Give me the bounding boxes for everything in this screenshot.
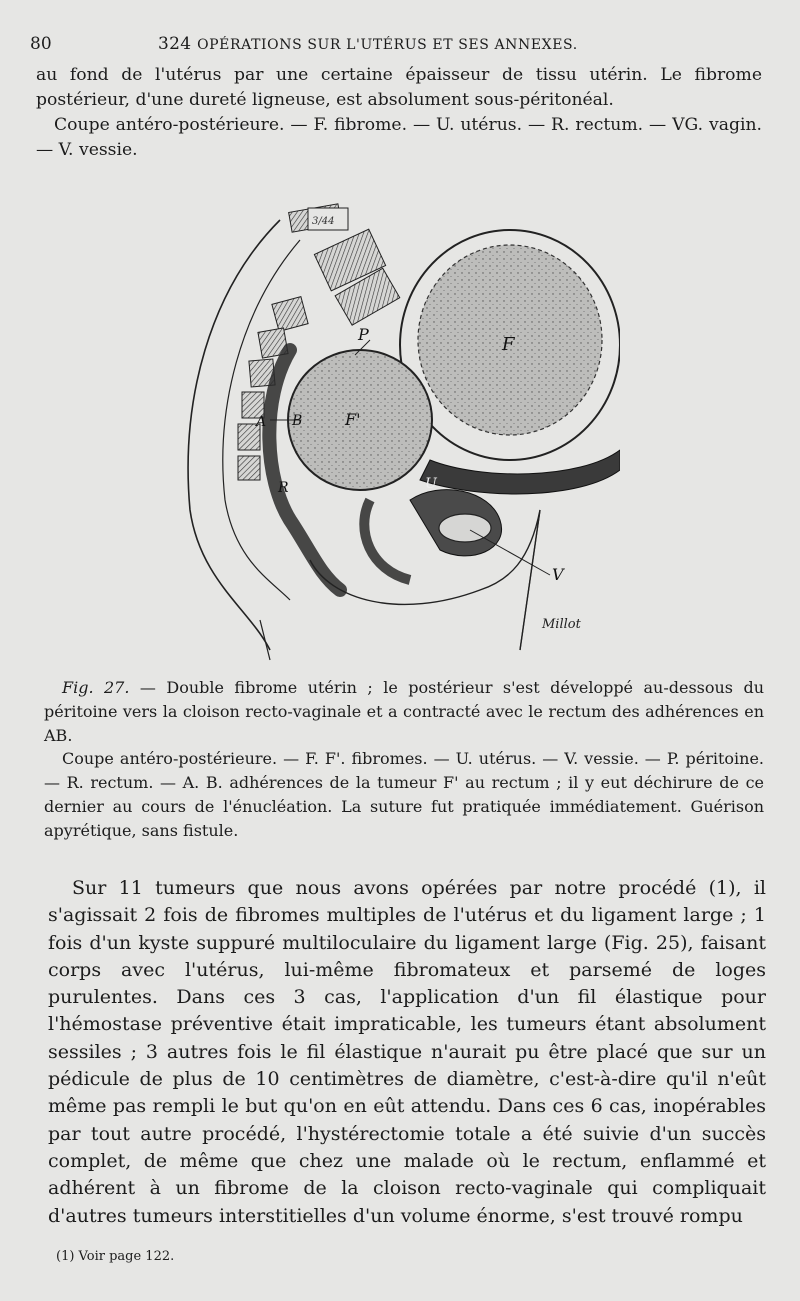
label-r: R bbox=[278, 480, 289, 496]
stamp-text: 3/44 bbox=[312, 216, 335, 227]
running-head-number: 324 bbox=[158, 34, 192, 54]
body-paragraph: Sur 11 tumeurs que nous avons opérées par notre procédé (1), il s'agissait 2 fois de fibromes multiples de l'utérus et du ligament large ; 1 fois d'un kyste suppuré multiloculaire du ligament large (Fig. 25), faisant corps avec l'utérus, lui-même fibromateux et parsemé de loges purulentes. Dans ces 3 cas, l'application d'un fil élastique pour l'hémostase préventive était impraticable, les tumeurs étant absolument sessiles ; 3 autres fois le fil élastique n'aurait pu être placé que sur un pédicule de plus de 10 centimètres de diamètre, c'est-à-dire qu'il n'eût même pas rempli le but qu'on en eût attendu. Dans ces 6 cas, inopérables par tout autre procédé, l'hystérectomie totale a été suivie d'un succès complet, de même que chez une malade où le rectum, enflammé et adhérent à un fibrome de la cloison recto-vaginale qui compliquait d'autres tumeurs interstitielles d'un volume énorme, s'est trouvé rompu bbox=[48, 877, 766, 1227]
running-head-title: OPÉRATIONS SUR L'UTÉRUS ET SES ANNEXES. bbox=[197, 37, 578, 53]
intro-legend: Coupe antéro-postérieure. — F. fibrome. — U. utérus. — R. rectum. — VG. vagin. — V. vessie. bbox=[36, 115, 762, 160]
perineum bbox=[310, 510, 540, 650]
figure-caption bbox=[44, 676, 764, 843]
front-line bbox=[520, 510, 540, 650]
label-p: P bbox=[358, 325, 369, 344]
label-f: F bbox=[502, 334, 515, 355]
label-b: B bbox=[292, 413, 303, 429]
uterus bbox=[420, 450, 620, 494]
label-a: A bbox=[256, 414, 267, 430]
caption-legend: Coupe antéro-postérieure. — F. F'. fibromes. — U. utérus. — V. vessie. — P. péritoine. — R. rectum. — A. B. adhérences de la tumeur F' au rectum ; il y eut déchirure de ce dernier au cours de l'énucléation. La suture fut pratiquée immédiatement. Guérison apyrétique, sans fistule. bbox=[44, 749, 764, 840]
intro-text bbox=[36, 63, 762, 163]
footnote: (1) Voir page 122. bbox=[56, 1249, 175, 1264]
caption-description: — Double fibrome utérin ; le postérieur s'est développé au-dessous du péritoine vers la cloison recto-vaginale et a contracté avec le rectum des adhérences en AB. bbox=[44, 678, 765, 745]
body-text bbox=[48, 875, 766, 1230]
leg-line bbox=[260, 620, 270, 660]
label-v: V bbox=[552, 565, 564, 584]
anatomical-figure bbox=[180, 180, 620, 670]
engraver-signature: Millot bbox=[542, 617, 581, 632]
label-u: U bbox=[425, 476, 437, 492]
label-f-prime: F' bbox=[345, 410, 361, 429]
running-head bbox=[158, 34, 578, 54]
vagina bbox=[364, 500, 410, 580]
figure-reference: Fig. 27. bbox=[62, 678, 130, 697]
intro-paragraph: au fond de l'utérus par une certaine épaisseur de tissu utérin. Le fibrome postérieur, d'une dureté ligneuse, est absolument sous-péritonéal. bbox=[36, 65, 762, 110]
page-header bbox=[30, 34, 770, 58]
page-number: 80 bbox=[30, 34, 52, 54]
